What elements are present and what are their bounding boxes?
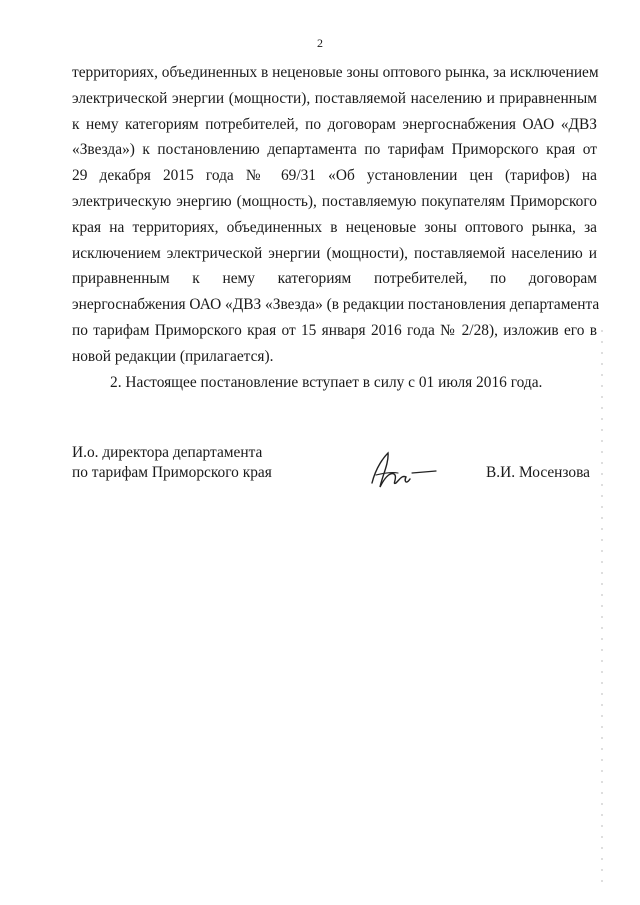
scan-edge-artifact	[600, 330, 604, 890]
text-line: исключением электрической энергии (мощности), поставляемой населению и	[72, 244, 597, 262]
document-body	[72, 60, 600, 395]
text-line: электрической энергии (мощности), поставляемой населению и приравненным	[72, 89, 597, 107]
signatory-title	[72, 443, 272, 483]
text-line: территориях, объединенных в неценовые зоны оптового рынка, за исключением	[72, 64, 599, 81]
text-line: электрическую энергию (мощность), поставляемую покупателям Приморского	[72, 192, 597, 210]
signatory-title-line: И.о. директора департамента	[72, 444, 263, 461]
text-line: приравненным к нему категориям потребителей, по договорам	[72, 270, 597, 288]
text-line: энергоснабжения ОАО «ДВЗ «Звезда» (в редакции постановления департамента	[72, 296, 600, 314]
signatory-title-line: по тарифам Приморского края	[72, 464, 272, 481]
signatory-name: В.И. Мосензова	[486, 464, 590, 481]
text-line: «Звезда») к постановлению департамента по тарифам Приморского края от	[72, 141, 597, 159]
text-line-effective-date: 2. Настоящее постановление вступает в силу с 01 июля 2016 года.	[110, 373, 543, 391]
text-line: по тарифам Приморского края от 15 января 2016 года № 2/28), изложив его в	[72, 321, 597, 339]
signature-block	[72, 443, 597, 503]
text-line: 29 декабря 2015 года № 69/31 «Об установлении цен (тарифов) на	[72, 167, 597, 185]
text-line: края на территориях, объединенных в неценовые зоны оптового рынка, за	[72, 218, 597, 236]
text-line: новой редакции (прилагается).	[72, 347, 274, 365]
page-number: 2	[317, 36, 323, 50]
handwritten-signature	[362, 445, 442, 495]
text-line: к нему категориям потребителей, по договорам энергоснабжения ОАО «ДВЗ	[72, 115, 597, 133]
